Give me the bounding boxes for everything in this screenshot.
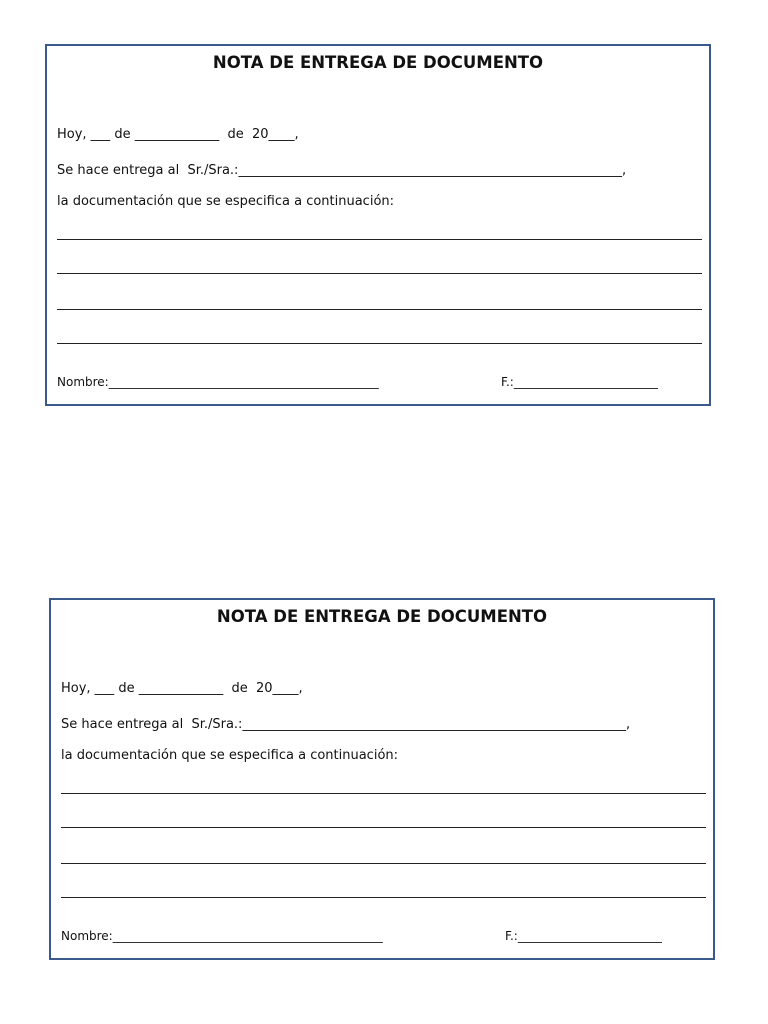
delivery-note-2 (49, 598, 715, 960)
date-line: Hoy, ___ de _____________ de 20____, (57, 127, 299, 142)
document-blank-line (57, 309, 702, 310)
recipient-line: Se hace entrega al Sr./Sra.:___________________________________________________________, (57, 163, 627, 178)
name-field: Nombre:_____________________________________________ (57, 375, 379, 389)
document-blank-line (57, 273, 702, 274)
document-blank-line (61, 793, 706, 794)
note-title: NOTA DE ENTREGA DE DOCUMENTO (212, 53, 544, 72)
signature-field: F.:________________________ (501, 375, 658, 389)
document-blank-line (57, 343, 702, 344)
documents-intro: la documentación que se especifica a continuación: (61, 748, 399, 763)
date-line: Hoy, ___ de _____________ de 20____, (61, 681, 303, 696)
note-title: NOTA DE ENTREGA DE DOCUMENTO (216, 607, 548, 626)
document-blank-line (61, 863, 706, 864)
document-blank-line (61, 897, 706, 898)
name-field: Nombre:_____________________________________________ (61, 929, 383, 943)
document-blank-line (61, 827, 706, 828)
signature-field: F.:________________________ (505, 929, 662, 943)
document-blank-line (57, 239, 702, 240)
documents-intro: la documentación que se especifica a continuación: (57, 194, 395, 209)
delivery-note-1 (45, 44, 711, 406)
recipient-line: Se hace entrega al Sr./Sra.:___________________________________________________________, (61, 717, 631, 732)
